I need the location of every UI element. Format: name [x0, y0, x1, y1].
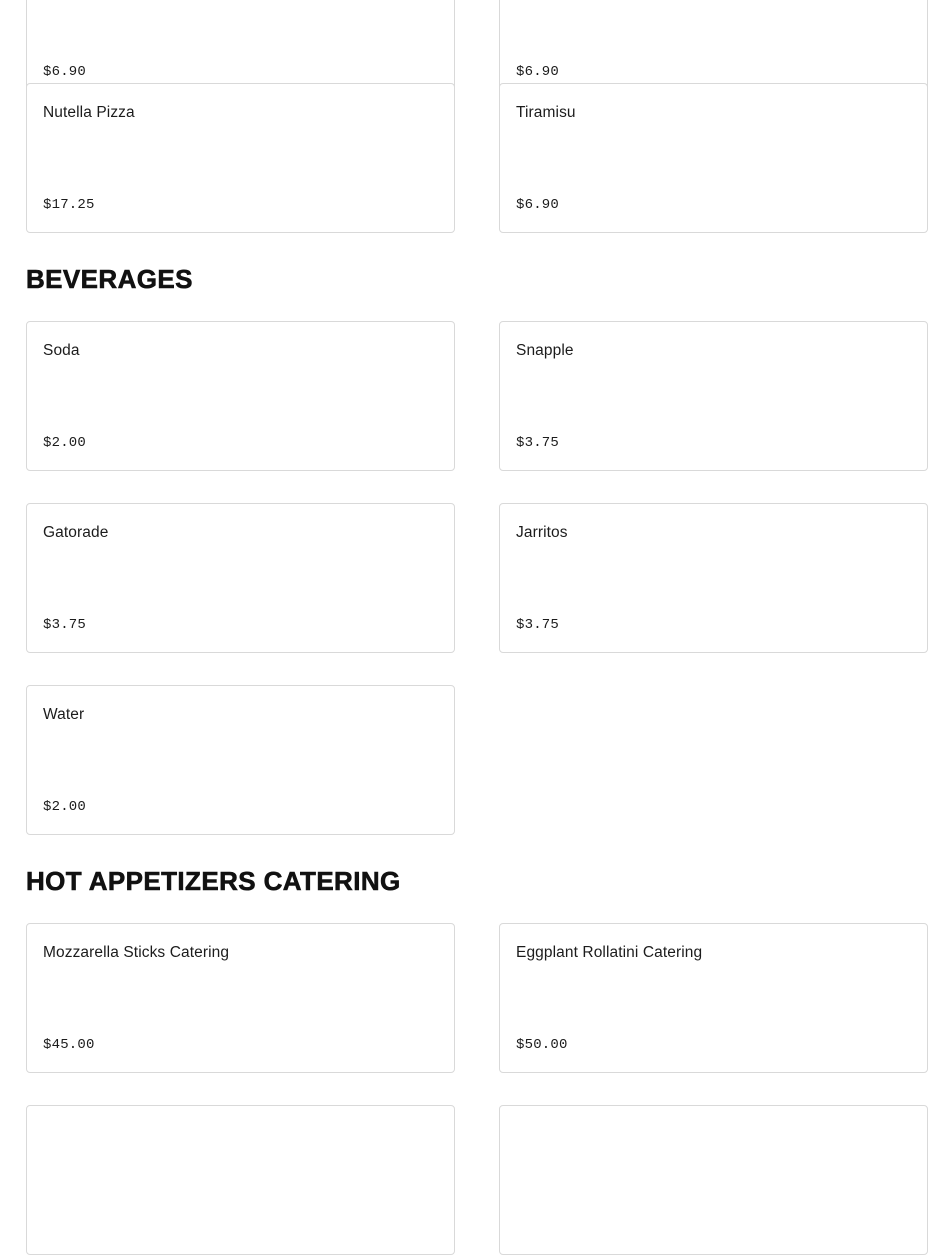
menu-item-card[interactable]: [26, 685, 455, 835]
menu-item-price: $6.90: [516, 197, 560, 213]
menu-item-price: $3.75: [516, 617, 560, 633]
menu-item-card[interactable]: [499, 503, 928, 653]
menu-item-price: $3.75: [43, 617, 87, 633]
menu-item-price: $2.00: [43, 435, 87, 451]
menu-row: [26, 923, 928, 1073]
menu-item-name: Jarritos: [516, 524, 568, 541]
menu-item-name: Water: [43, 706, 85, 723]
menu-item-card[interactable]: [499, 321, 928, 471]
menu-item-price: $2.00: [43, 799, 87, 815]
menu-item-name: Tiramisu: [516, 104, 576, 121]
menu-item-name: Soda: [43, 342, 80, 359]
section-title: HOT APPETIZERS CATERING: [26, 866, 401, 896]
menu-item-name: Mozzarella Sticks Catering: [43, 944, 230, 961]
menu-item-card[interactable]: [26, 321, 455, 471]
menu-item-name: Gatorade: [43, 524, 109, 541]
menu-item-name: Eggplant Rollatini Catering: [516, 944, 703, 961]
menu-item-price: $6.90: [516, 64, 560, 80]
menu-item-name: Nutella Pizza: [43, 104, 135, 121]
menu-item-card[interactable]: [499, 1105, 928, 1255]
menu-item-price: $3.75: [516, 435, 560, 451]
menu-item-price: $6.90: [43, 64, 87, 80]
menu-row: [26, 685, 928, 835]
menu-item-price: $45.00: [43, 1037, 95, 1053]
menu-item-price: $50.00: [516, 1037, 568, 1053]
menu-item-card[interactable]: [26, 1105, 455, 1255]
menu-item-card[interactable]: [26, 923, 455, 1073]
menu-item-card[interactable]: [26, 83, 455, 233]
menu-row: [26, 321, 928, 471]
menu-row: [26, 1105, 928, 1255]
menu-item-card[interactable]: [499, 83, 928, 233]
menu-item-card[interactable]: [26, 503, 455, 653]
menu-item-card[interactable]: [499, 923, 928, 1073]
section-title: BEVERAGES: [26, 264, 193, 294]
menu-item-name: Snapple: [516, 342, 574, 359]
menu-row: [26, 83, 928, 233]
menu-row: [26, 503, 928, 653]
menu-item-price: $17.25: [43, 197, 95, 213]
